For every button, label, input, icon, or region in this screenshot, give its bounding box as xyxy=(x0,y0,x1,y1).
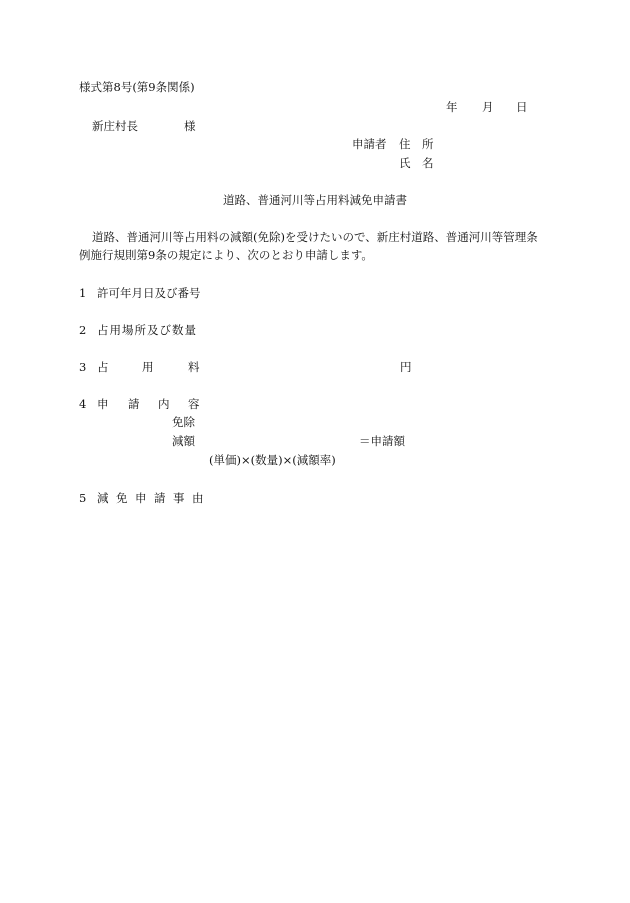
item3-char-1: 占 xyxy=(97,360,109,374)
item3-number: 3 xyxy=(79,360,87,374)
item4-char-3: 内 xyxy=(158,397,170,411)
applicant-address-label: 住 所 xyxy=(399,137,434,151)
item4-char-1: 申 xyxy=(97,397,109,411)
item1-label: 許可年月日及び番号 xyxy=(97,286,201,300)
item5-char-5: 事 xyxy=(173,491,185,505)
item4-char-4: 容 xyxy=(188,397,200,411)
item3-char-2: 用 xyxy=(142,360,154,374)
item5-char-4: 請 xyxy=(154,491,166,505)
item4-equals-amount: ＝申請額 xyxy=(359,434,405,448)
item4-formula: (単価)×(数量)×(減額率) xyxy=(209,453,336,467)
form-number: 様式第8号(第9条関係) xyxy=(79,80,195,94)
item4-number: 4 xyxy=(79,397,87,411)
document-title: 道路、普通河川等占用料減免申請書 xyxy=(223,193,407,207)
item3-char-3: 料 xyxy=(188,360,200,374)
date-year-label: 年 xyxy=(446,100,458,114)
item5-number: 5 xyxy=(79,491,87,505)
applicant-name-label: 氏 名 xyxy=(399,156,434,170)
item1-number: 1 xyxy=(79,286,87,300)
item5-char-2: 免 xyxy=(116,491,128,505)
addressee-name: 新庄村長 xyxy=(92,119,138,133)
item3-unit: 円 xyxy=(400,360,412,374)
addressee-honorific: 様 xyxy=(184,119,196,133)
item2-number: 2 xyxy=(79,323,87,337)
item5-char-3: 申 xyxy=(135,491,147,505)
item4-char-2: 請 xyxy=(128,397,140,411)
applicant-label: 申請者 xyxy=(352,137,387,151)
body-line-1: 道路、普通河川等占用料の減額(免除)を受けたいので、新庄村道路、普通河川等管理条 xyxy=(92,230,538,244)
item5-char-6: 由 xyxy=(192,491,204,505)
item4-reduction: 減額 xyxy=(172,434,195,448)
item5-char-1: 減 xyxy=(97,491,109,505)
body-line-2: 例施行規則第9条の規定により、次のとおり申請します。 xyxy=(79,248,373,262)
date-month-label: 月 xyxy=(482,100,494,114)
item2-label: 占用場所及び数量 xyxy=(97,323,197,337)
item4-exemption: 免除 xyxy=(172,415,195,429)
date-day-label: 日 xyxy=(516,100,528,114)
